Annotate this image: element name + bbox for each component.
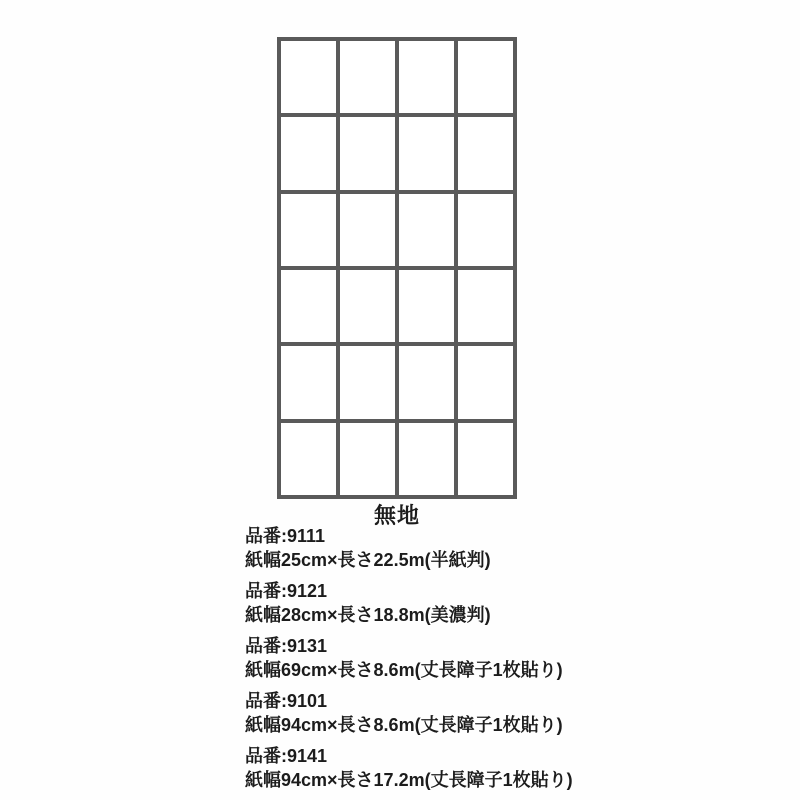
product-item bbox=[245, 579, 665, 627]
product-list bbox=[245, 524, 665, 799]
shoji-grid-cell bbox=[399, 41, 454, 113]
shoji-grid-cell bbox=[281, 423, 336, 495]
shoji-grid-cell bbox=[458, 270, 513, 342]
shoji-grid-cell bbox=[458, 423, 513, 495]
shoji-grid-cell bbox=[340, 270, 395, 342]
product-spec: 紙幅94cm×長さ17.2m(丈長障子1枚貼り) bbox=[245, 770, 573, 790]
product-code: 品番:9121 bbox=[245, 581, 328, 601]
shoji-grid-cell bbox=[399, 270, 454, 342]
shoji-grid-cell bbox=[458, 117, 513, 189]
product-code: 品番:9101 bbox=[245, 691, 328, 711]
product-spec: 紙幅25cm×長さ22.5m(半紙判) bbox=[245, 550, 491, 570]
shoji-grid-cell bbox=[340, 41, 395, 113]
shoji-grid-cell bbox=[340, 423, 395, 495]
pattern-title: 無地 bbox=[373, 503, 420, 528]
product-item bbox=[245, 689, 665, 737]
product-spec: 紙幅94cm×長さ8.6m(丈長障子1枚貼り) bbox=[245, 715, 563, 735]
shoji-grid-cell bbox=[340, 117, 395, 189]
shoji-grid-cell bbox=[340, 346, 395, 418]
shoji-grid-cell bbox=[458, 41, 513, 113]
product-code: 品番:9131 bbox=[245, 636, 328, 656]
shoji-grid-cell bbox=[458, 194, 513, 266]
shoji-grid-cell bbox=[399, 346, 454, 418]
shoji-grid-cell bbox=[458, 346, 513, 418]
shoji-grid-cell bbox=[340, 194, 395, 266]
shoji-grid-cell bbox=[399, 194, 454, 266]
shoji-grid-cell bbox=[281, 41, 336, 113]
product-item bbox=[245, 524, 665, 572]
product-spec: 紙幅69cm×長さ8.6m(丈長障子1枚貼り) bbox=[245, 660, 563, 680]
shoji-grid-cell bbox=[281, 117, 336, 189]
product-item bbox=[245, 744, 665, 792]
shoji-grid-cell bbox=[281, 270, 336, 342]
shoji-grid-cell bbox=[281, 194, 336, 266]
product-code: 品番:9111 bbox=[245, 526, 326, 546]
shoji-grid-cell bbox=[399, 117, 454, 189]
shoji-grid-cell bbox=[399, 423, 454, 495]
product-code: 品番:9141 bbox=[245, 746, 328, 766]
shoji-grid-cell bbox=[281, 346, 336, 418]
product-item bbox=[245, 634, 665, 682]
product-spec: 紙幅28cm×長さ18.8m(美濃判) bbox=[245, 605, 491, 625]
shoji-grid-diagram bbox=[277, 37, 517, 499]
